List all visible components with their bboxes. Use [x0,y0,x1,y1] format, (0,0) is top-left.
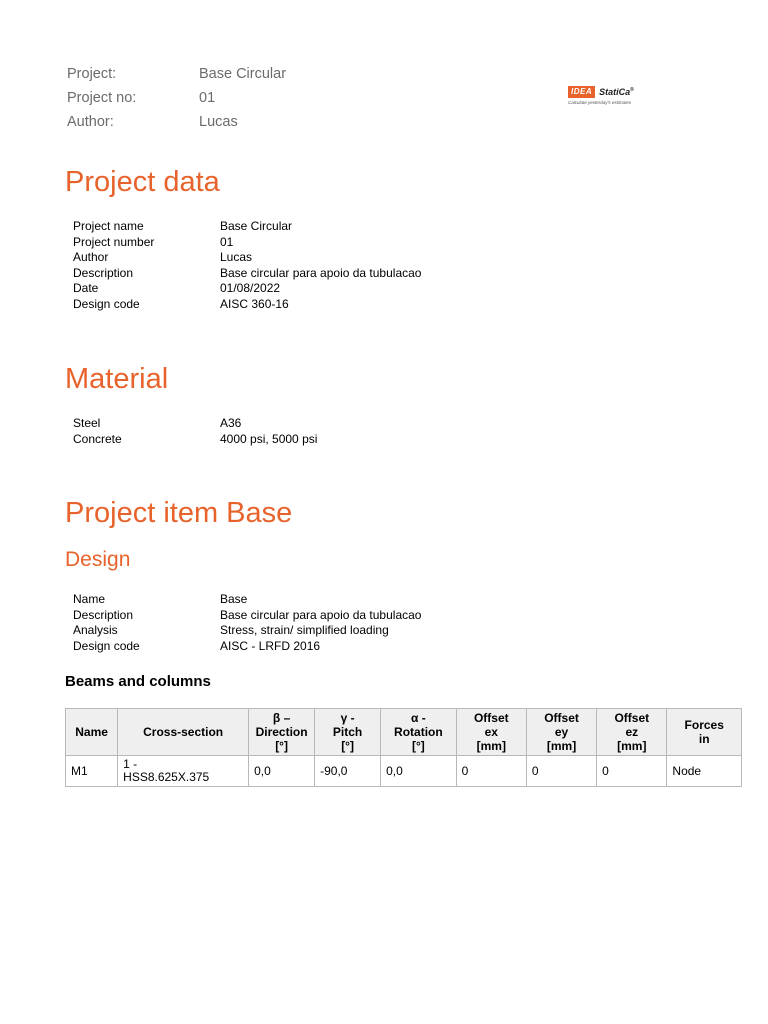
section-title-material: Material [65,363,169,395]
header-direction: β – Direction [°] [249,709,315,756]
header-name: Name [66,709,118,756]
logo-mark: IDEA [568,86,595,98]
header-value: Lucas [199,114,238,130]
kv-row: Description Base circular para apoio da tubulacao [73,607,422,622]
header-rotation: α - Rotation [°] [381,709,457,756]
material-list [73,416,317,447]
cell-offset-ey: 0 [526,756,596,787]
logo-tagline: Calculate yesterday's estimates [568,100,632,105]
header-label: Project no: [67,90,137,106]
project-data-list [73,219,421,313]
cell-direction: 0,0 [249,756,315,787]
header-label: Author: [67,114,114,130]
cell-cross-section: 1 - HSS8.625X.375 [118,756,249,787]
idea-statica-logo [568,86,678,110]
header-row-project [67,62,286,86]
cell-name: M1 [66,756,118,787]
header-value: 01 [199,90,216,106]
logo-name: StatiCa® [599,87,634,97]
table-header-row [66,709,742,756]
section-title-project-data: Project data [65,166,220,198]
header-label: Project: [67,66,117,82]
cell-forces-in: Node [667,756,742,787]
kv-row: Design code AISC 360-16 [73,296,289,311]
kv-row: Steel A36 [73,416,242,430]
header-offset-ey: Offset ey [mm] [526,709,596,756]
kv-row: Project name Base Circular [73,219,293,233]
design-list [73,592,421,654]
kv-row: Date 01/08/2022 [73,281,281,296]
header-row-project-no [67,86,286,110]
kv-row: Name Base [73,592,248,606]
beams-columns-table [65,708,742,787]
kv-row: Analysis Stress, strain/ simplified loading [73,623,389,638]
kv-row: Project number 01 [73,234,234,249]
header-cross-section: Cross-section [118,709,249,756]
kv-row: Author Lucas [73,250,253,265]
report-header [67,62,286,134]
header-offset-ex: Offset ex [mm] [456,709,526,756]
section-title-project-item: Project item Base [65,497,293,529]
cell-offset-ex: 0 [456,756,526,787]
header-pitch: γ - Pitch [°] [315,709,381,756]
header-value: Base Circular [199,66,287,82]
header-forces-in: Forces in [667,709,742,756]
header-row-author [67,110,286,134]
header-offset-ez: Offset ez [mm] [597,709,667,756]
kv-row: Design code AISC - LRFD 2016 [73,638,321,653]
subsection-title-design: Design [65,548,131,571]
cell-rotation: 0,0 [381,756,457,787]
kv-row: Description Base circular para apoio da tubulacao [73,265,422,280]
kv-row: Concrete 4000 psi, 5000 psi [73,431,318,446]
table-row [66,756,742,787]
cell-offset-ez: 0 [597,756,667,787]
cell-pitch: -90,0 [315,756,381,787]
table-title-beams: Beams and columns [65,673,211,690]
